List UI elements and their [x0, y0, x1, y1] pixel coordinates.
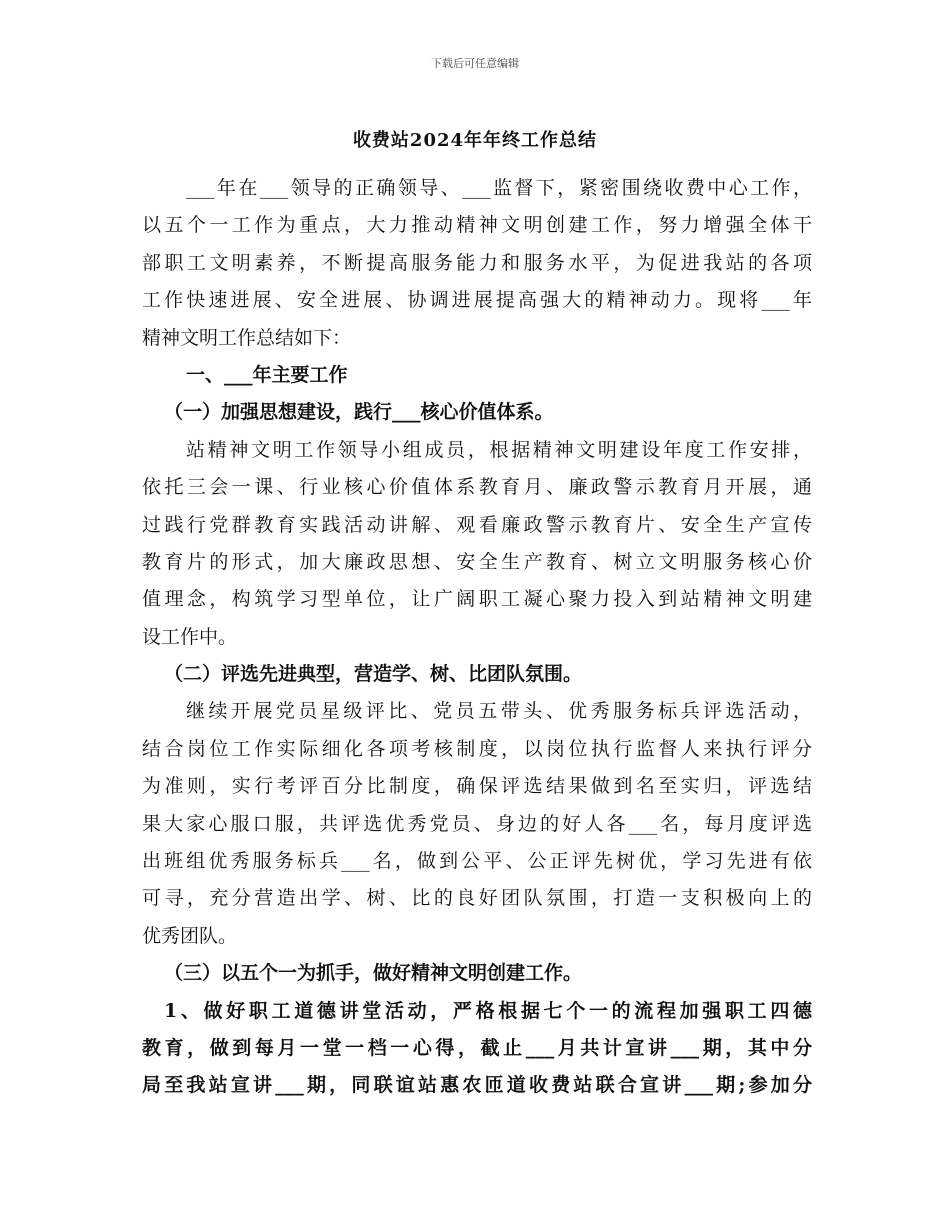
- paragraph-line: 依托三会一课、行业核心价值体系教育月、廉政警示教育月开展，通: [142, 476, 812, 499]
- paragraph-line: 继续开展党员星级评比、党员五带头、优秀服务标兵评选活动，: [186, 700, 812, 723]
- heading-line: （二）评选先进典型，营造学、树、比团队氛围。: [164, 663, 583, 686]
- paragraph-line: ___年在___领导的正确领导、___监督下，紧密围绕收费中心工作，: [186, 177, 812, 199]
- paragraph-line: 设工作中。: [142, 625, 238, 648]
- paragraph-line: 果大家心服口服，共评选优秀党员、身边的好人各___名，每月度评选: [142, 812, 812, 835]
- paragraph-line: 站精神文明工作领导小组成员，根据精神文明建设年度工作安排，: [186, 438, 812, 461]
- document-body: [142, 170, 812, 1105]
- paragraph-line: 部职工文明素养，不断提高服务能力和服务水平，为促进我站的各项: [142, 251, 812, 274]
- paragraph-line: 出班组优秀服务标兵___名，做到公平、公正评先树优，学习先进有依: [142, 850, 812, 873]
- heading-line: （一）加强思想建设，践行___核心价值体系。: [164, 401, 554, 424]
- document-title: 收费站2024年年终工作总结: [352, 130, 598, 151]
- paragraph-line: 以五个一工作为重点，大力推动精神文明创建工作，努力增强全体干: [142, 214, 812, 237]
- paragraph-line: 优秀团队。: [142, 924, 238, 947]
- heading-line: 一、___年主要工作: [186, 363, 348, 386]
- heading-line: （三）以五个一为抓手，做好精神文明创建工作。: [164, 962, 583, 985]
- paragraph-line: 值理念，构筑学习型单位，让广阔职工凝心聚力投入到站精神文明建: [142, 588, 812, 611]
- heading-line: 局至我站宣讲___期，同联谊站惠农匝道收费站联合宣讲___期;参加分: [142, 1074, 812, 1097]
- paragraph-line: 工作快速进展、安全进展、协调进展提高强大的精神动力。现将___年: [142, 289, 812, 312]
- paragraph-line: 教育片的形式，加大廉政思想、安全生产教育、树立文明服务核心价: [142, 550, 812, 573]
- header-note: 下载后可任意编辑: [431, 57, 519, 70]
- heading-line: 1、做好职工道德讲堂活动，严格根据七个一的流程加强职工四德: [164, 999, 812, 1022]
- paragraph-line: 精神文明工作总结如下：: [142, 326, 352, 349]
- paragraph-line: 过践行党群教育实践活动讲解、观看廉政警示教育片、安全生产宣传: [142, 513, 812, 536]
- heading-line: 教育，做到每月一堂一档一心得，截止___月共计宣讲___期，其中分: [142, 1036, 812, 1059]
- paragraph-line: 可寻，充分营造出学、树、比的良好团队氛围，打造一支积极向上的: [142, 887, 812, 910]
- paragraph-line: 结合岗位工作实际细化各项考核制度，以岗位执行监督人来执行评分: [142, 737, 812, 760]
- paragraph-line: 为准则，实行考评百分比制度，确保评选结果做到名至实归，评选结: [142, 775, 812, 798]
